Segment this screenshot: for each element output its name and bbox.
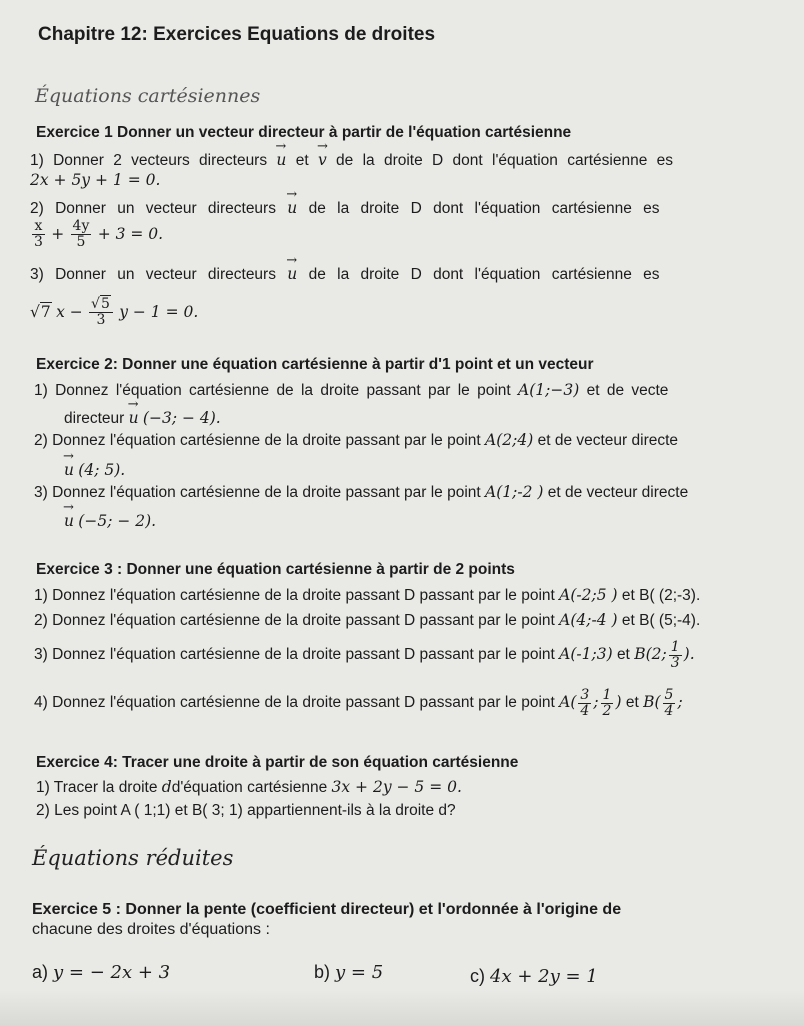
q1-tail: de la droite D dont l'équation cartésienne es [336, 152, 674, 169]
q2-text: 2) Donner un vecteur directeurs [30, 200, 276, 217]
exercise-1-question-2 [30, 194, 660, 219]
q3-text: 3) Donner un vecteur directeurs [30, 266, 276, 283]
exercise-2-question-2-vector [64, 456, 125, 481]
point-a: A(-1;3) [559, 645, 613, 663]
vector-u: → u [276, 146, 286, 170]
exercise-2-question-2: 2) Donnez l'équation cartésienne de la droite passant par le point A(2;4) et de vecteur directe [34, 431, 679, 449]
point-a: A(1;−3) [518, 381, 580, 399]
section-reduced-heading: Équations réduites [32, 846, 234, 870]
exercise-1-question-1 [30, 146, 673, 171]
q2-tail: de la droite D dont l'équation cartésienne es [308, 200, 660, 217]
equation-a: y = − 2x + 3 [53, 962, 171, 983]
equation-end: + 3 = 0. [97, 225, 164, 243]
exercise-1-question-3 [30, 260, 660, 285]
exercise-5-heading: Exercice 5 : Donner la pente (coefficient directeur) et l'ordonnée à l'origine de [32, 901, 622, 918]
vector-v: → v [318, 146, 327, 170]
vector-u: → u [287, 194, 297, 218]
exercise-2-heading: Exercice 2: Donner une équation cartésienne à partir d'1 point et un vecteur [36, 356, 594, 373]
x-minus: x − [56, 303, 83, 321]
exercise-5-heading-line-2: chacune des droites d'équations : [32, 921, 270, 938]
equation: 3x + 2y − 5 = 0. [331, 778, 462, 796]
vector-u: → u [287, 260, 297, 284]
exercise-5-item-c: c) 4x + 2y = 1 [470, 966, 598, 987]
q1-et: et [295, 152, 309, 169]
vector-coords: (−5; − 2). [78, 512, 157, 530]
section-cartesian-heading: Équations cartésiennes [35, 85, 261, 107]
exercise-4-question-1: 1) Tracer la droite dd'équation cartésienne 3x + 2y − 5 = 0. [36, 778, 462, 796]
exercise-5-item-a: a) y = − 2x + 3 [32, 962, 171, 983]
q1-text: 1) Donner 2 vecteurs directeurs [30, 152, 268, 169]
sqrt-7: √7 [30, 303, 51, 321]
fraction-x-over-3: $\frac{x}{3}$ [34, 218, 43, 251]
exercise-3-question-2: 2) Donnez l'équation cartésienne de la droite passant D passant par le point A(4;-4 ) et B( (5;-4). [34, 611, 701, 629]
exercise-1-equation-2 [30, 217, 163, 252]
plus-sign: + [51, 225, 65, 243]
line-d: d [161, 778, 172, 796]
exercise-2-question-3-vector [64, 507, 156, 532]
exercise-1-heading: Exercice 1 Donner un vecteur directeur à partir de l'équation cartésienne [36, 124, 572, 141]
point-a: A(1;-2 ) [485, 483, 544, 501]
exercise-1-equation-3 [30, 292, 198, 333]
point-b: B( $\frac{5}{4}$ ; [643, 686, 683, 719]
page-bottom-shadow [0, 990, 804, 1026]
exercise-4-heading: Exercice 4: Tracer une droite à partir de son équation cartésienne [36, 754, 519, 771]
exercise-3-question-3: 3) Donnez l'équation cartésienne de la droite passant D passant par le point A(-1;3) et B(2; $\frac{1}{3}$ ). [34, 638, 695, 671]
exercise-3-question-1: 1) Donnez l'équation cartésienne de la droite passant D passant par le point A(-2;5 ) et B( (2;-3). [34, 586, 701, 604]
point-a: A(4;-4 ) [559, 611, 618, 629]
fraction-4y-over-5: $\frac{4y}{5}$ [72, 218, 90, 251]
point-a: A( $\frac{3}{4}$ ; $\frac{1}{2}$ ) [559, 686, 622, 719]
vector-coords: (−3; − 4). [142, 409, 221, 427]
point-a: A(2;4) [485, 431, 534, 449]
equation-end: y − 1 = 0. [119, 303, 199, 321]
point-b: B( (5;-4). [639, 612, 701, 629]
exercise-3-question-4: 4) Donnez l'équation cartésienne de la droite passant D passant par le point A( $\frac{3}{4}$ ; $\frac{1}{2}$ ) et B( $\frac{5}{4}$ ; [34, 686, 683, 719]
vector-u: → u [64, 507, 74, 531]
exercise-2-question-3: 3) Donnez l'équation cartésienne de la droite passant par le point A(1;-2 ) et de vecteur directe [34, 483, 689, 501]
equation-c: 4x + 2y = 1 [490, 966, 598, 987]
vector-coords: (4; 5). [78, 461, 126, 479]
exercise-2-question-1-line-2: directeur → u (−3; − 4). [64, 404, 221, 429]
exercise-3-heading: Exercice 3 : Donner une équation cartésienne à partir de 2 points [36, 561, 515, 578]
exercise-5-item-b: b) y = 5 [314, 962, 384, 983]
point-b: B(2; $\frac{1}{3}$ ). [634, 638, 695, 671]
vector-u: → u [129, 404, 139, 428]
page-title: Chapitre 12: Exercices Equations de droites [38, 24, 436, 45]
exercise-2-question-1: 1) Donnez l'équation cartésienne de la droite passant par le point A(1;−3) et de vecte [34, 381, 669, 399]
point-b: B( (2;-3). [639, 587, 701, 604]
exercise-4-question-2: 2) Les point A ( 1;1) et B( 3; 1) appartiennent-ils à la droite d? [36, 802, 456, 819]
equation-b: y = 5 [335, 962, 384, 983]
exercise-1-equation-1: 2x + 5y + 1 = 0. [30, 171, 161, 189]
point-a: A(-2;5 ) [559, 586, 618, 604]
q3-tail: de la droite D dont l'équation cartésienne es [308, 266, 660, 283]
vector-u: → u [64, 456, 74, 480]
fraction-sqrt5-over-3: $\frac{√5}{3}$ [89, 297, 113, 328]
